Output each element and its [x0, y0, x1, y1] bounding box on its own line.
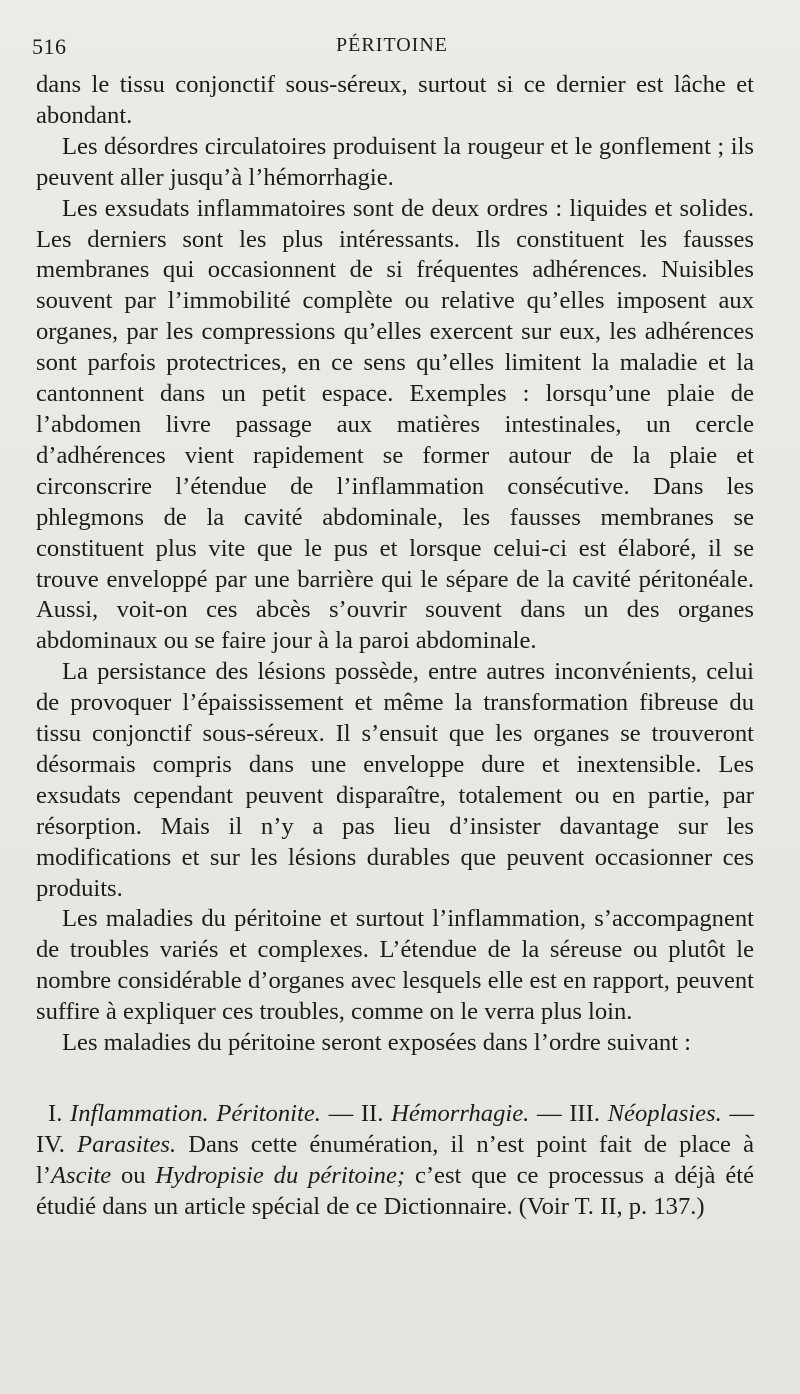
disease-list-paragraph: [36, 1099, 754, 1223]
list-number: — II.: [320, 1100, 384, 1127]
paragraph: Les exsudats inflammatoires sont de deux ordres : liquides et solides. Les derniers sont les plus intéressants. Ils constituent les fausses membranes qui occasionnent de si fréquentes adhérences. Nuisibles souvent par l’immobilité complète ou relative qu’elles imposent aux organes, par les compressions qu’elles exercent sur eux, les adhérences sont parfois protectrices, en ce sens qu’elles limitent la maladie et la cantonnent dans un petit espace. Exemples : lorsqu’une plaie de l’abdomen livre passage aux matières intestinales, un cercle d’adhérences vient rapidement se former autour de la plaie et circonscrire l’étendue de l’inflammation consécutive. Dans les phlegmons de la cavité abdominale, les fausses membranes se constituent plus vite que le pus et lorsque celui-ci est élaboré, il se trouve enveloppé par une barrière qui le sépare de la cavité péritonéale. Aussi, voit-on ces abcès s’ouvrir souvent dans un des organes abdominaux ou se faire jour à la paroi abdominale.: [36, 194, 754, 655]
list-text: ou: [111, 1161, 156, 1189]
list-text: c’est que ce processus a déjà été étudié dans un article spécial de ce Dictionnaire. (Voir T. II, p. 137.): [36, 1161, 754, 1220]
list-number: — IV.: [36, 1100, 755, 1158]
paragraph: Les maladies du péritoine et surtout l’inflammation, s’accompagnent de troubles variés et complexes. L’étendue de la séreuse ou plutôt le nombre considérable d’organes avec lesquels elle est en rapport, peuvent suffire à expliquer ces troubles, comme on le verra plus loin.: [36, 905, 754, 1026]
list-number: I.: [48, 1100, 63, 1127]
running-head: PÉRITOINE: [336, 34, 448, 56]
list-term: Parasites.: [77, 1130, 177, 1158]
list-term: Ascite: [51, 1161, 112, 1189]
list-term: Inflammation. Péritonite.: [70, 1100, 321, 1127]
list-term: Néoplasies.: [607, 1100, 722, 1127]
paragraph: La persistance des lésions possède, entre autres inconvénients, celui de provoquer l’épaississement et même la transformation fibreuse du tissu conjonctif sous-séreux. Il s’ensuit que les organes se trouveront désormais compris dans une enveloppe dure et inextensible. Les exsudats cependant peuvent disparaître, totalement ou en partie, par résorption. Mais il n’y a pas lieu d’insister davantage sur les modifications et sur les lésions durables que peuvent occasionner ces produits.: [36, 658, 754, 902]
paragraph: dans le tissu conjonctif sous-séreux, surtout si ce dernier est lâche et abondant.: [36, 71, 754, 129]
list-text: Dans cette énumération, il n’est point fait de place à l’: [36, 1130, 754, 1189]
list-term: Hémorrhagie.: [391, 1100, 530, 1127]
paragraph: Les maladies du péritoine seront exposées dans l’ordre suivant :: [62, 1029, 692, 1057]
page-number: 516: [32, 34, 67, 59]
body-text: [36, 70, 754, 1223]
paragraph: Les désordres circulatoires produisent la rougeur et le gonflement ; ils peuvent aller jusqu’à l’hémorrhagie.: [36, 132, 754, 191]
list-term: Hydropisie du péritoine;: [155, 1161, 406, 1189]
list-number: — III.: [529, 1100, 600, 1127]
page-header: [32, 28, 752, 64]
